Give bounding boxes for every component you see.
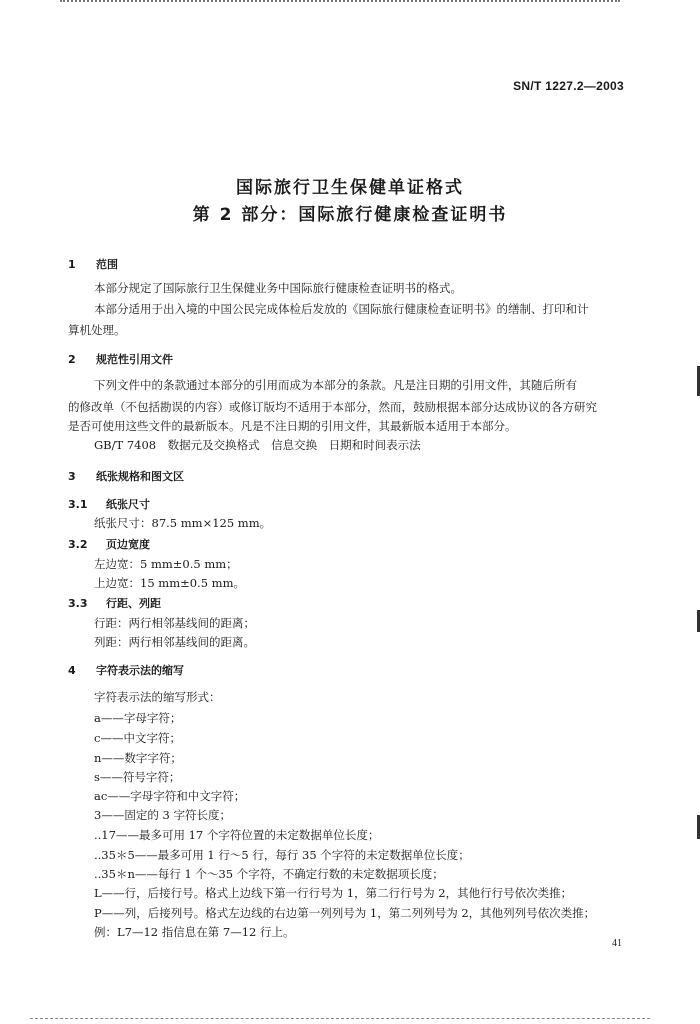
paragraph: 上边宽：15 mm±0.5 mm。 [94,576,245,590]
paragraph: 算机处理。 [68,323,126,337]
standard-code: SN/T 1227.2—2003 [513,79,624,93]
section-3-heading [68,470,184,484]
subsection-number: 3.3 [68,597,88,610]
paragraph: 的修改单（不包括勘误的内容）或修订版均不适用于本部分，然而，鼓励根据本部分达成协议的各方研究 [68,400,597,414]
document-subtitle: 第 2 部分：国际旅行健康检查证明书 [192,205,508,225]
list-item: P——列，后接列号。格式左边线的右边第一列列号为 1，第二列列号为 2，其他列列号依次类推； [94,906,596,920]
paragraph: 纸张尺寸：87.5 mm×125 mm。 [94,516,272,530]
section-2-heading [68,353,173,367]
subsection-number: 3.1 [68,498,88,511]
paragraph: 左边宽：5 mm±0.5 mm； [94,557,238,571]
section-number: 4 [68,664,76,677]
paragraph: 本部分适用于出入境的中国公民完成体检后发放的《国际旅行健康检查证明书》的缮制、打印和计 [94,302,589,316]
subsection-title: 纸张尺寸 [106,498,150,511]
section-title: 规范性引用文件 [96,353,173,366]
list-item: ..17——最多可用 17 个字符位置的未定数据单位长度； [94,828,380,842]
section-1-heading [68,258,118,272]
section-number: 3 [68,470,76,483]
list-item: ac——字母字符和中文字符； [94,789,246,803]
section-title: 纸张规格和图文区 [96,470,184,483]
scan-artifact-bottom [30,1018,650,1021]
subsection-3-2-heading [68,538,150,552]
page-number: 41 [612,938,622,949]
subsection-3-1-heading [68,498,150,512]
section-number: 1 [68,258,76,271]
paragraph: 本部分规定了国际旅行卫生保健业务中国际旅行健康检查证明书的格式。 [94,281,462,295]
list-item: 3——固定的 3 字符长度； [94,808,231,822]
paragraph: 字符表示法的缩写形式： [94,690,221,704]
list-item: n——数字字符； [94,751,182,765]
list-item: L——行，后接行号。格式上边线下第一行行号为 1，第二行行号为 2，其他行行号依次类推； [94,886,573,900]
subsection-title: 页边宽度 [106,538,150,551]
list-item: 例：L7—12 指信息在第 7—12 行上。 [94,925,295,939]
paragraph: 列距：两行相邻基线间的距离。 [94,635,255,649]
reference-item: GB/T 7408 数据元及交换格式 信息交换 日期和时间表示法 [94,438,421,452]
section-4-heading [68,664,184,678]
section-number: 2 [68,353,76,366]
list-item: ..35＊n——每行 1 个～35 个字符，不确定行数的未定数据项长度； [94,867,444,881]
subsection-number: 3.2 [68,538,88,551]
list-item: c——中文字符； [94,731,181,745]
paragraph: 下列文件中的条款通过本部分的引用而成为本部分的条款。凡是注日期的引用文件，其随后所有 [94,378,577,392]
list-item: ..35＊5——最多可用 1 行～5 行，每行 35 个字符的未定数据单位长度； [94,848,470,862]
section-title: 范围 [96,258,118,271]
list-item: a——字母字符； [94,711,182,725]
paragraph: 是否可使用这些文件的最新版本。凡是不注日期的引用文件，其最新版本适用于本部分。 [68,419,517,433]
scan-artifact-top [60,0,620,5]
subsection-3-3-heading [68,597,161,611]
paragraph: 行距：两行相邻基线间的距离； [94,616,255,630]
section-title: 字符表示法的缩写 [96,664,184,677]
list-item: s——符号字符； [94,770,181,784]
subsection-title: 行距、列距 [106,597,161,610]
document-title: 国际旅行卫生保健单证格式 [236,178,464,198]
